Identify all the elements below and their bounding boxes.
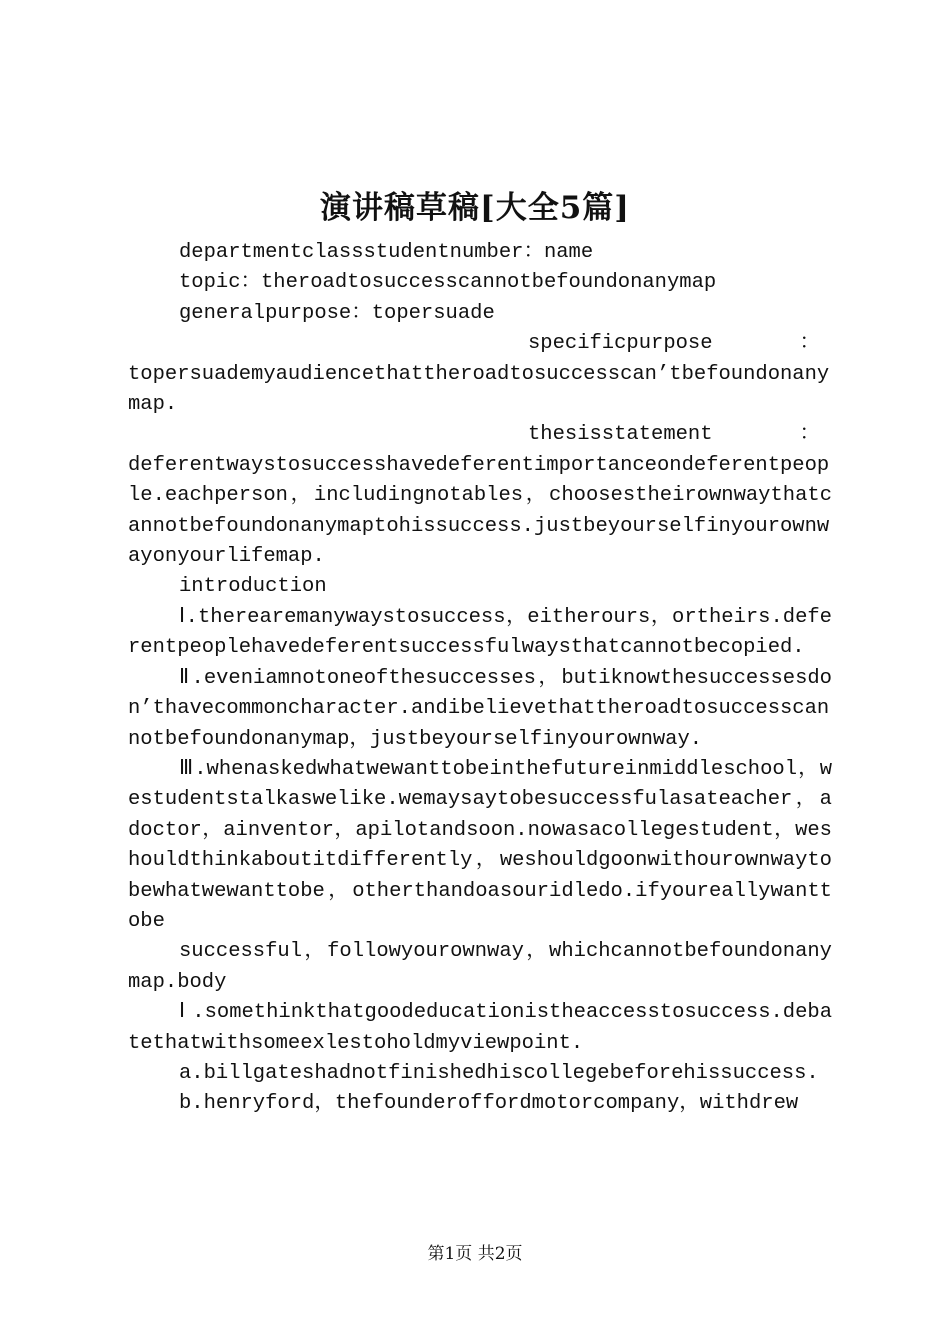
specific-purpose-colon: ： bbox=[799, 332, 820, 356]
paragraph-introduction: introduction bbox=[179, 575, 327, 599]
paragraph-successful: successful，followyourownway，whichcannotbefoundonanymap.body bbox=[128, 940, 832, 994]
paragraph-department: departmentclassstudentnumber：name bbox=[179, 241, 594, 264]
paragraph-specific-purpose: topersuademyaudiencethattheroadtosuccesscan’tbefoundonanymap. bbox=[128, 362, 830, 417]
paragraph-intro-point-1: Ⅰ.therearemanywaystosuccess，eitherours，ortheirs.deferentpeoplehavedeferentsuccessfulwaysthatcannotbecopied. bbox=[128, 605, 832, 660]
thesis-statement-label: thesisstatement bbox=[528, 423, 713, 447]
paragraph-intro-point-3: Ⅲ.whenaskedwhatwewanttobeinthefutureinmiddleschool，westudentstalkaswelike.wemaysaytobesuccessfulasateacher，adoctor，ainventor，apilotandsoon.nowasacollegestudent，weshouldthinkaboutitdifferently，weshouldgoonwithourownwaytobewhatwewanttobe，otherthandoasouridledo.ifyoureallywanttobe bbox=[128, 757, 832, 933]
document-body bbox=[128, 238, 832, 1120]
page-title: 演讲稿草稿[大全5篇] bbox=[320, 190, 630, 226]
specific-purpose-label-row bbox=[128, 329, 832, 359]
page-footer: 第1页 共2页 bbox=[427, 1244, 523, 1264]
paragraph-body-point-1: Ⅰ.somethinkthatgoodeducationistheaccesstosuccess.debatethatwithsomeexlestoholdmyviewpoint. bbox=[128, 1001, 832, 1055]
thesis-statement-colon: ： bbox=[799, 423, 820, 447]
thesis-statement-label-row bbox=[128, 420, 832, 450]
paragraph-body-point-1a: a.billgateshadnotfinishedhiscollegebeforehissuccess. bbox=[179, 1061, 819, 1085]
paragraph-thesis-statement: deferentwaystosuccesshavedeferentimportanceondeferentpeople.eachperson，includingnotables，choosestheirownwaythatcannotbefoundonanymaptohissuccess.justbeyourselfinyourownwayonyourlifemap. bbox=[128, 453, 832, 569]
paragraph-topic: topic：theroadtosuccesscannotbefoundonanymap bbox=[179, 271, 717, 295]
paragraph-body-point-1b: b.henryford，thefounderoffordmotorcompany，withdrew bbox=[179, 1092, 799, 1116]
paragraph-intro-point-2: Ⅱ.eveniamnotoneofthesuccesses，butiknowthesuccessesdon’thavecommoncharacter.andibelievethattheroadtosuccesscannotbefoundonanymap，justbeyourselfinyourownway. bbox=[128, 666, 832, 751]
paragraph-general-purpose: generalpurpose：topersuade bbox=[179, 301, 495, 325]
specific-purpose-label: specificpurpose bbox=[528, 332, 713, 356]
